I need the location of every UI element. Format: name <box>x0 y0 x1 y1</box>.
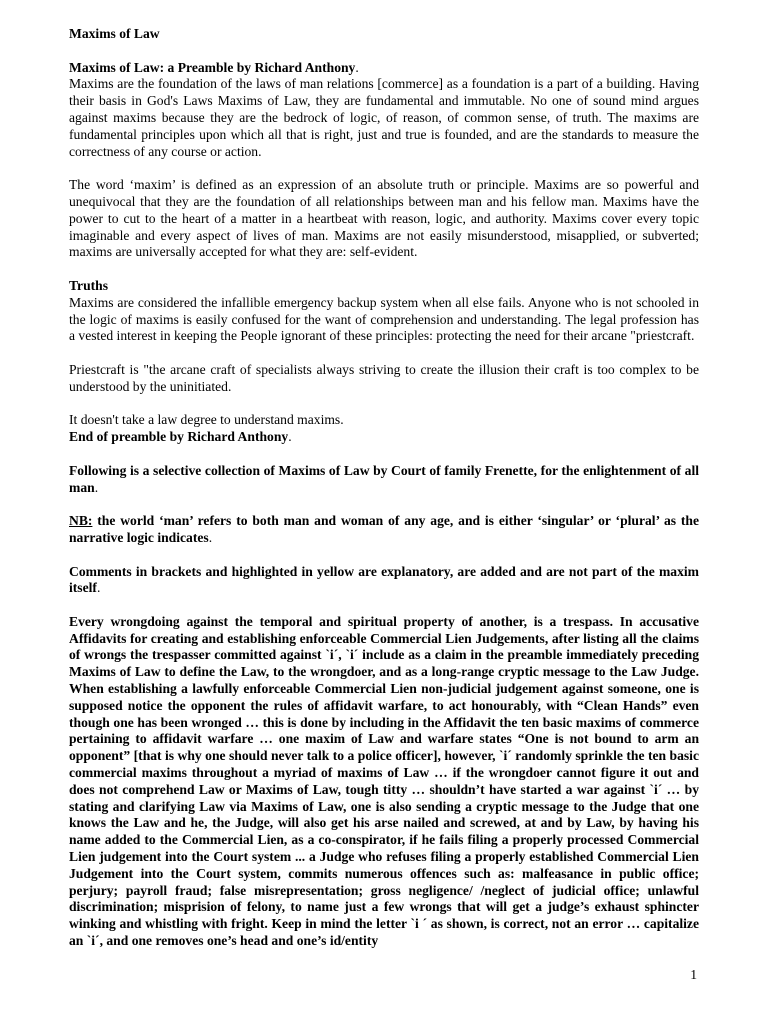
paragraph-nota-bene <box>69 513 699 547</box>
preamble-heading <box>69 60 699 77</box>
end-of-preamble-text: End of preamble by Richard Anthony <box>69 429 289 445</box>
end-of-preamble-period: . <box>288 429 292 445</box>
paragraph-wrongdoing-trespass: Every wrongdoing against the temporal and spiritual property of another, is a trespass. In accusative Affidavits for creating and establishing enforceable Commercial Lien Judgements, after listing all the claims of wrongs the trespasser committed against `i´, `i´ include as a claim in the preamble immediately preceding Maxims of Law to define the Law, to the wrongdoer, and as a long-range cryptic message to the Law Judge. When establishing a lawfully enforceable Commercial Lien non-judicial judgement against someone, one is supposed notice the opponent the rules of affidavit warfare, to act honourably, with “Clean Hands” even though one has been wronged … this is done by including in the Affidavit the ten basic maxims of commerce pertaining to affidavit warfare … one maxim of Law and warfare states “One is not bound to arm an opponent” [that is why one should never talk to a police officer], however, `i´ randomly sprinkle the ten basic commercial maxims throughout a myriad of maxims of Law … if the wrongdoer cannot figure it out and does not comprehend Law or Maxims of Law, tough titty … shouldn’t have started a war against `i´ … by stating and clarifying Law via Maxims of Law, one is also sending a cryptic message to the Judge that one knows the Law and he, the Judge, will also get his arse nailed and screwed, at and by Law, by having his name added to the Commercial Lien, as a co-conspirator, if he fails filing a properly processed Commercial Lien judgement into the Court system ... a Judge who refuses filing a properly established Commercial Lien Judgement into the Court system, commits numerous offences such as: malfeasance in public office; perjury; payroll fraud; false misrepresentation; gross negligence/ /neglect of judicial office; unlawful discrimination; misprision of felony, to name just a few wrongs that will get a judge’s exhaust sphincter winking and whistling with fright. Keep in mind the letter `i ´ as shown, is correct, not an error … capitalize an `i´, and one removes one’s head and one’s id/entity <box>69 613 699 949</box>
page-number: 1 <box>690 967 697 982</box>
paragraph-law-degree: It doesn't take a law degree to understand maxims. <box>69 412 344 428</box>
paragraph-priestcraft: Priestcraft is "the arcane craft of specialists always striving to create the illusion their craft is too complex to be understood by the uninitiated. <box>69 361 699 394</box>
preamble-heading-text: Maxims of Law: a Preamble by Richard Anthony <box>69 59 356 75</box>
truths-heading: Truths <box>69 277 109 293</box>
end-of-preamble <box>69 429 699 446</box>
selective-collection-text: Following is a selective collection of Maxims of Law by Court of family Frenette, for the enlightenment of all man <box>69 462 699 495</box>
document-title: Maxims of Law <box>69 26 160 41</box>
paragraph-maxim-definition: The word ‘maxim’ is defined as an expression of an absolute truth or principle. Maxims are so powerful and unequivocal that they are the foundation of all relationships between man and his fellow man. Maxims have the power to cut to the heart of a matter in a heartbeat with reason, logic, and authority. Maxims cover every topic imaginable and every aspect of lives of man. Maxims are not easily misunderstood, misapplied, or subverted; maxims are universally accepted for what they are: self-evident. <box>69 177 699 260</box>
nb-period: . <box>208 529 213 545</box>
nb-label: NB: <box>69 513 93 529</box>
paragraph-maxims-foundation: Maxims are the foundation of the laws of man relations [commerce] as a foundation is a part of a building. Having their basis in God's Laws Maxims of Law, they are fundamental and immutable. No one of sound mind argues against maxims because they are the bedrock of logic, of reason, of common sense, of truth. The maxims are fundamental principles upon which all that is right, just and true is founded, and are the standards to measure the correctness of any course or action. <box>69 76 699 159</box>
comments-note-text: Comments in brackets and highlighted in yellow are explanatory, are added and are not part of the maxim itself <box>69 563 699 596</box>
paragraph-comments-note <box>69 564 699 598</box>
paragraph-selective-collection <box>69 463 699 497</box>
preamble-heading-period: . <box>355 59 359 75</box>
comments-note-period: . <box>96 580 101 596</box>
selective-collection-period: . <box>94 479 99 495</box>
document-body <box>69 26 699 967</box>
nb-text: the world ‘man’ refers to both man and woman of any age, and is either ‘singular’ or ‘plural’ as the narrative logic indicates <box>69 513 699 545</box>
paragraph-backup-system: Maxims are considered the infallible emergency backup system when all else fails. Anyone who is not schooled in the logic of maxims is easily confused for the want of comprehension and understanding. The legal profession has a vested interest in keeping the People ignorant of these principles: protecting the need for their arcane "priestcraft. <box>69 294 699 344</box>
